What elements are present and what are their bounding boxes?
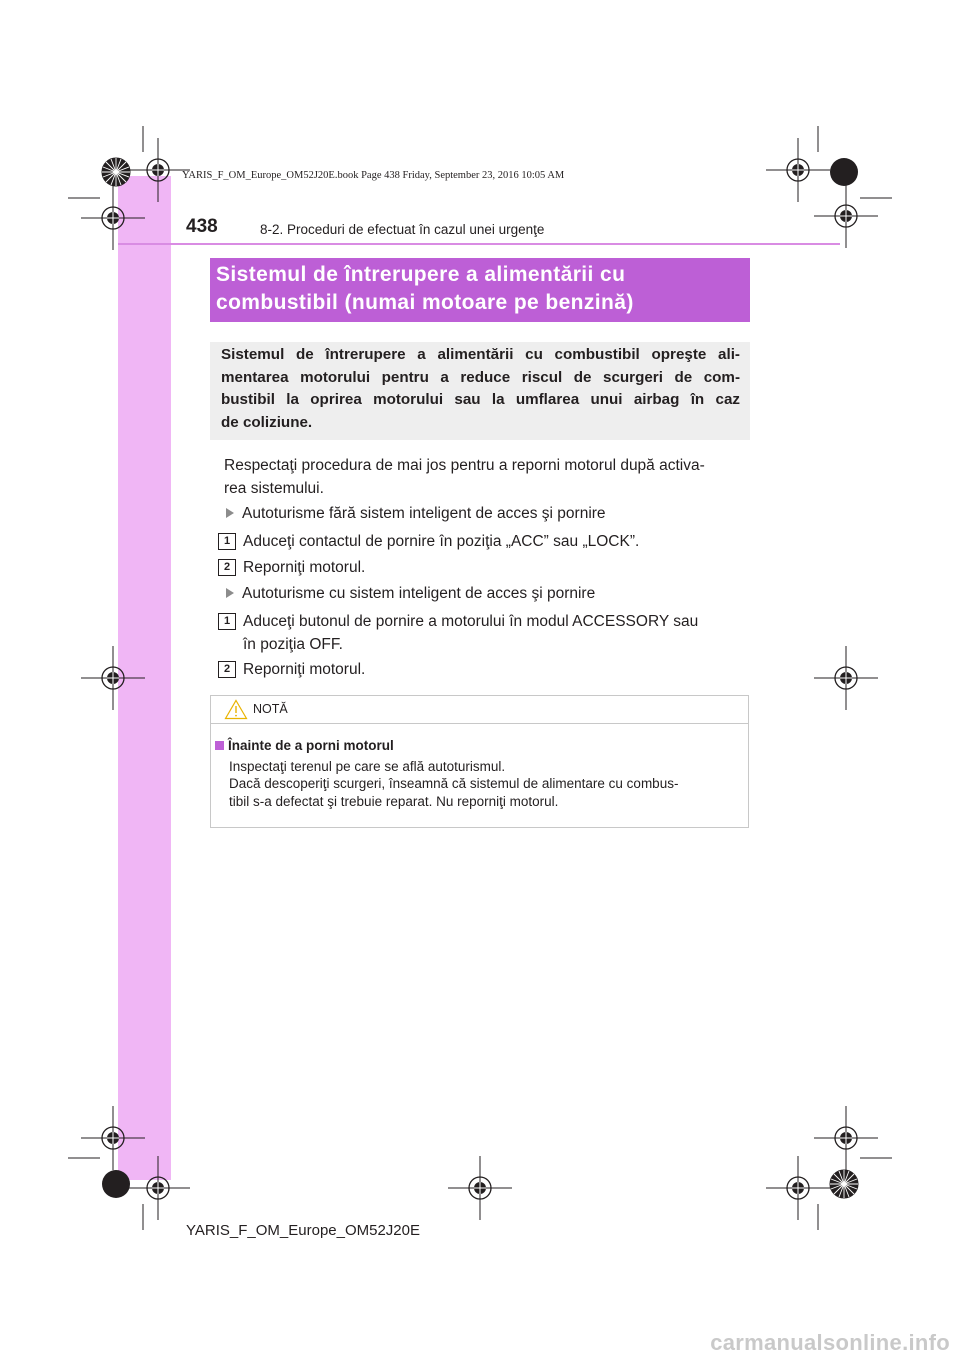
notice-heading-text: Înainte de a porni motorul xyxy=(228,738,394,753)
page-title-line: combustibil (numai motoare pe benzină) xyxy=(216,291,634,314)
page-number: 438 xyxy=(186,216,218,237)
subheading xyxy=(226,505,606,523)
step-text-line: în poziţia OFF. xyxy=(243,635,343,653)
watermark xyxy=(0,1300,960,1358)
step-text-line: Aduceţi butonul de pornire a motorului în modul ACCESSORY sau xyxy=(243,613,699,630)
step-text: Reporniţi motorul. xyxy=(243,661,366,678)
section-title: 8-2. Proceduri de efectuat în cazul unei urgenţe xyxy=(260,222,545,237)
step-number: 1 xyxy=(218,613,236,630)
notice-line: Inspectaţi terenul pe care se află autoturismul. xyxy=(229,759,506,774)
step-number: 1 xyxy=(218,533,236,550)
subheading-text: Autoturisme fără sistem inteligent de acces şi pornire xyxy=(242,505,606,522)
triangle-bullet-icon xyxy=(226,588,234,598)
notice-divider xyxy=(210,723,749,724)
step-text: Aduceţi contactul de pornire în poziţia „ACC” sau „LOCK”. xyxy=(243,533,640,550)
step-number: 2 xyxy=(218,661,236,678)
intro-line: de coliziune. xyxy=(221,414,313,432)
footer-text: YARIS_F_OM_Europe_OM52J20E xyxy=(186,1222,421,1239)
step-number: 2 xyxy=(218,559,236,576)
notice-line: tibil s-a defectat şi trebuie reparat. Nu reporniţi motorul. xyxy=(229,794,559,809)
watermark-text: carmanualsonline.info xyxy=(710,1330,950,1355)
notice-line: Dacă descoperiţi scurgeri, înseamnă că sistemul de alimentare cu combus- xyxy=(229,776,679,791)
body-line: Respectaţi procedura de mai jos pentru a reporni motorul după activa- xyxy=(224,457,705,474)
notice-heading xyxy=(215,738,394,753)
intro-line: mentarea motorului pentru a reduce riscul de scurgeri de com- xyxy=(221,368,740,386)
page-title-line: Sistemul de întrerupere a alimentării cu xyxy=(216,263,626,286)
subheading-text: Autoturisme cu sistem inteligent de acces şi pornire xyxy=(242,585,596,602)
intro-line: Sistemul de întrerupere a alimentării cu combustibil opreşte ali- xyxy=(221,346,740,363)
intro-box xyxy=(210,342,750,440)
step-text: Reporniţi motorul. xyxy=(243,559,366,576)
header-rule xyxy=(118,243,840,245)
triangle-bullet-icon xyxy=(226,508,234,518)
body-line: rea sistemului. xyxy=(224,479,324,497)
warning-triangle-icon xyxy=(224,699,248,720)
step-text xyxy=(243,611,698,656)
subheading xyxy=(226,585,595,603)
body-paragraph xyxy=(224,455,705,500)
intro-line: bustibil la oprirea motorului sau la umflarea unui airbag în caz xyxy=(221,391,740,409)
square-bullet-icon xyxy=(215,741,224,750)
notice-label: NOTĂ xyxy=(253,702,288,716)
print-info: YARIS_F_OM_Europe_OM52J20E.book Page 438 Friday, September 23, 2016 10:05 AM xyxy=(182,170,565,181)
page-title xyxy=(210,258,750,322)
